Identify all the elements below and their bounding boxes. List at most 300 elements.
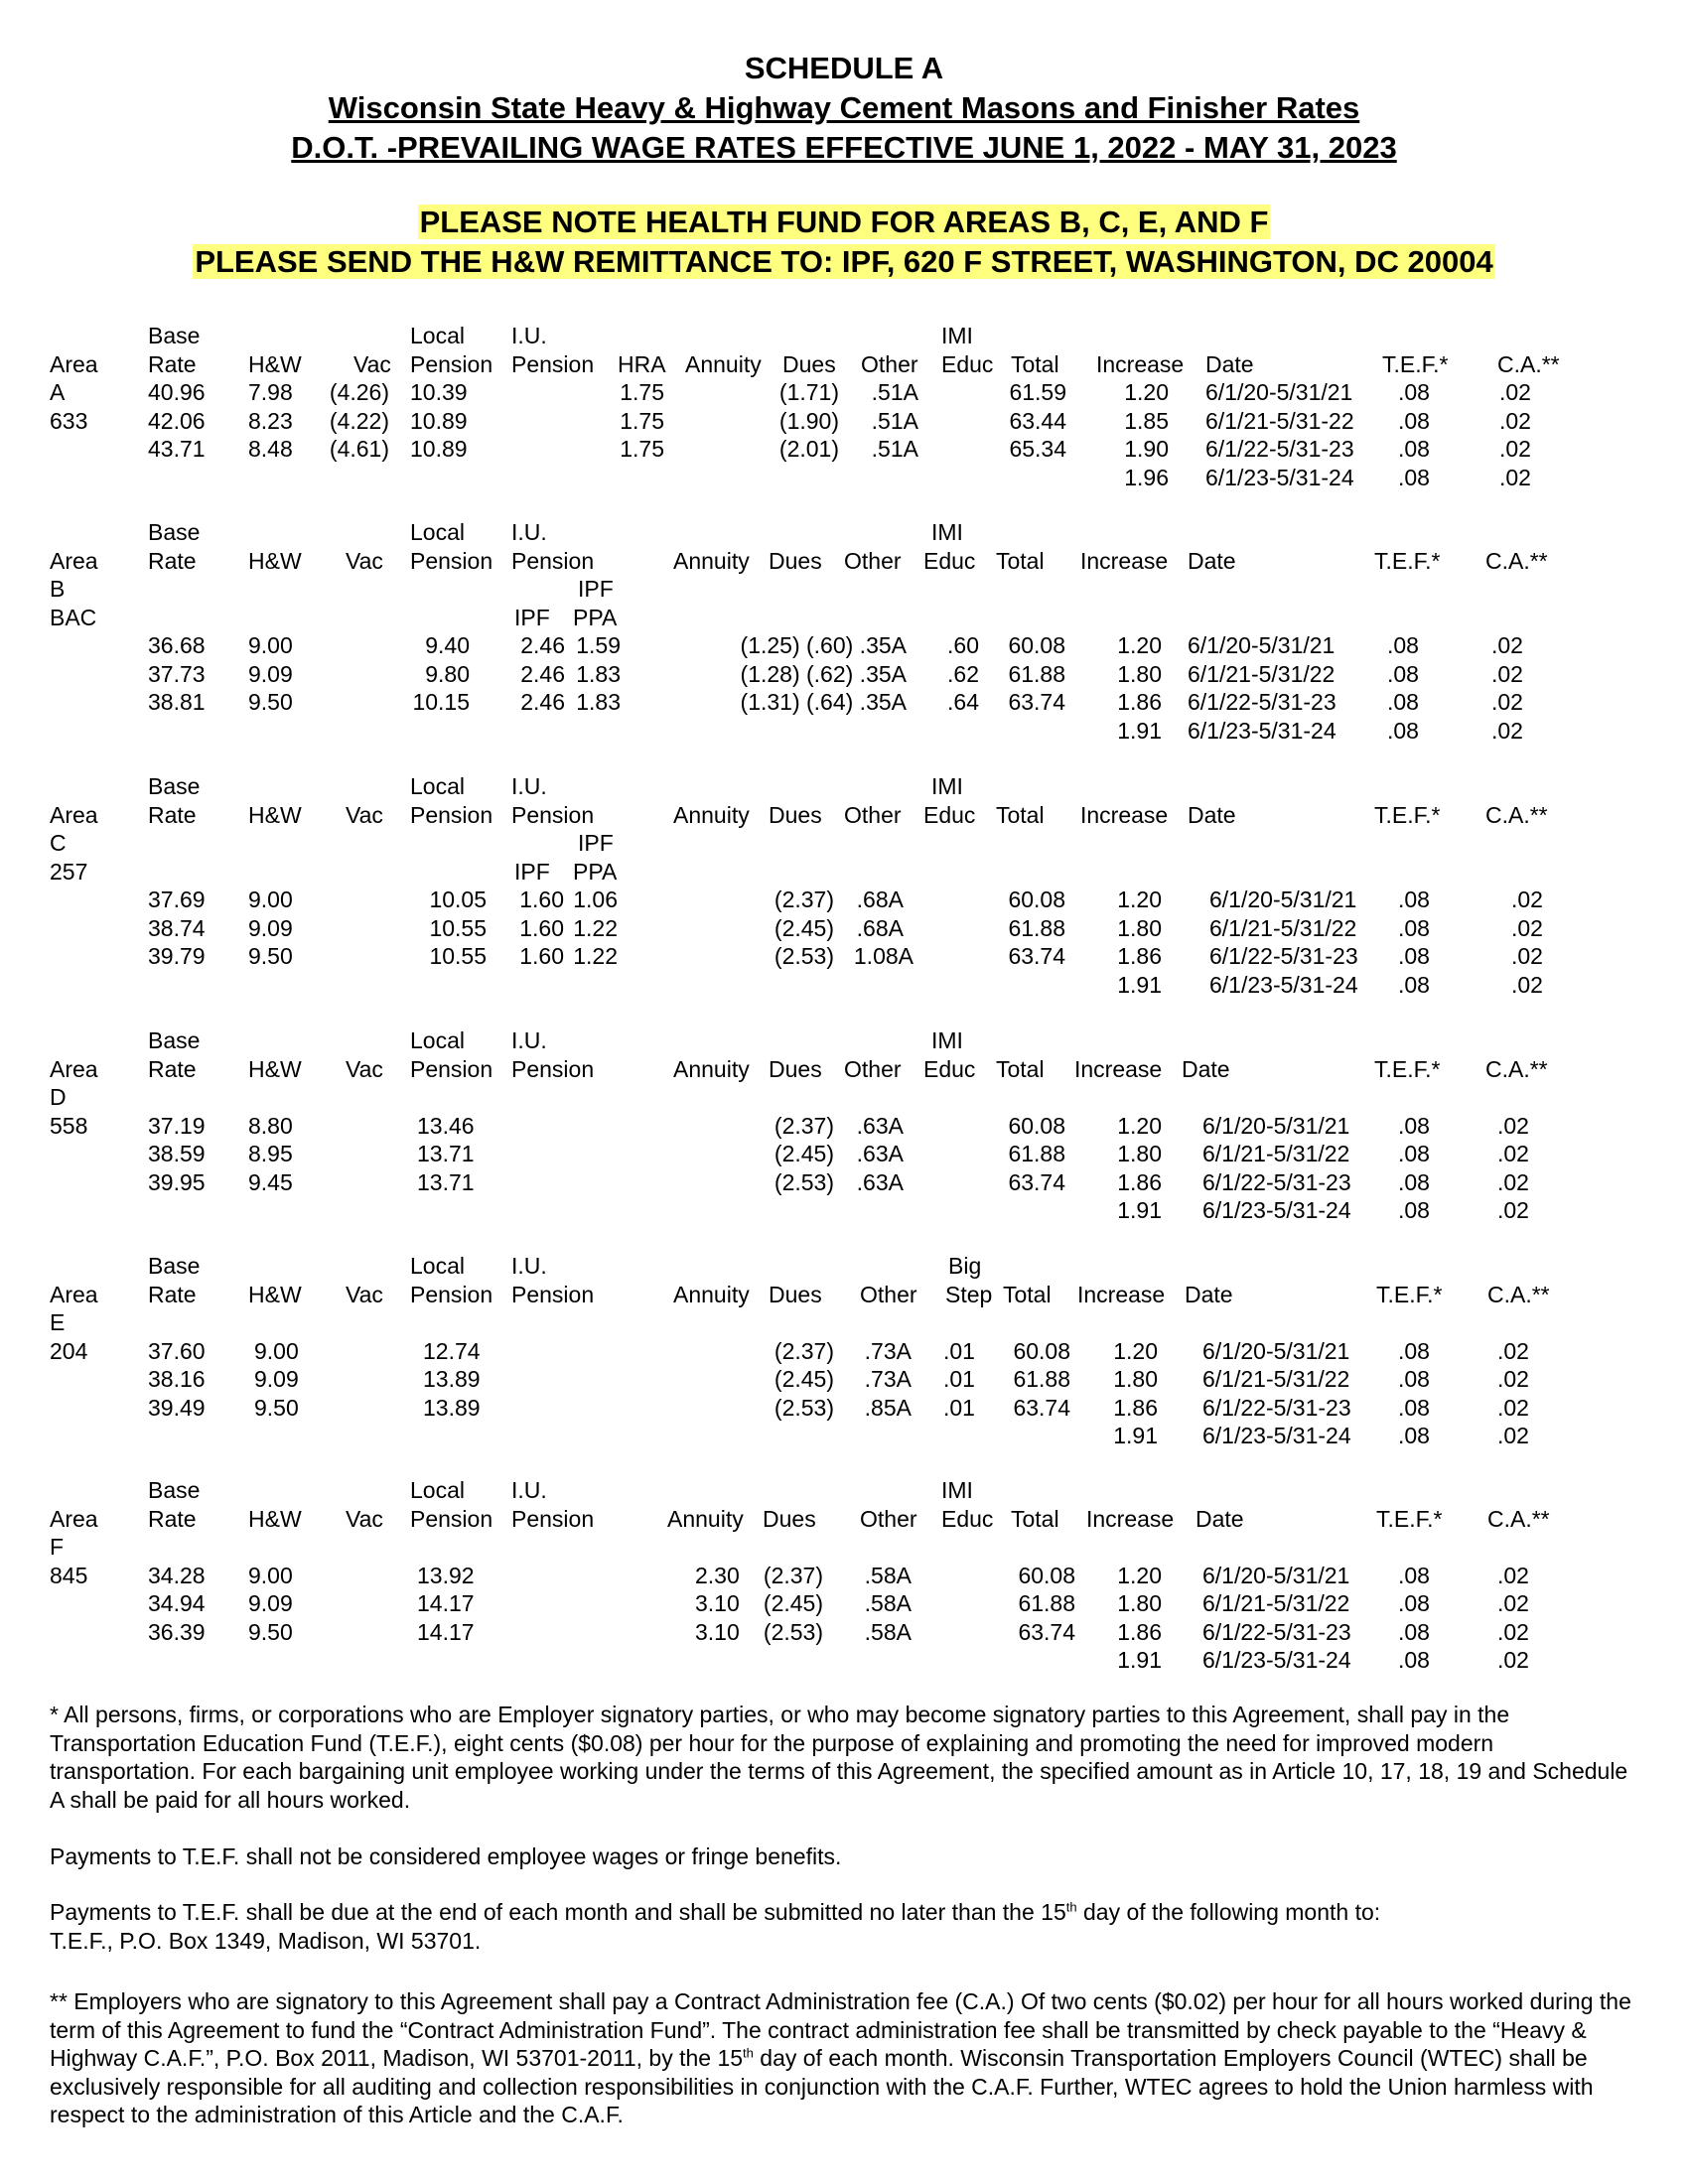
rate-cell: 42.06	[148, 407, 206, 434]
column-header: Pension	[410, 1055, 493, 1082]
rate-cell: 40.96	[148, 379, 206, 405]
rate-cell: 1.80	[1113, 1366, 1158, 1392]
rate-cell: 1.20	[1117, 632, 1162, 658]
column-header: IMI	[931, 1027, 963, 1053]
column-header: IPF	[578, 576, 614, 602]
rate-cell: (2.01)	[778, 436, 839, 462]
rate-cell: 39.79	[148, 943, 206, 969]
rate-cell: 13.92	[417, 1562, 475, 1588]
column-header: Educ	[941, 350, 994, 377]
column-header: Base	[148, 1477, 201, 1503]
column-header: IMI	[941, 1477, 973, 1503]
rate-cell: .02	[1499, 464, 1531, 490]
column-header: Base	[148, 323, 201, 348]
column-header: Area	[50, 547, 98, 574]
rate-cell: 1.83	[576, 660, 621, 687]
column-header: Vac	[346, 801, 383, 828]
rate-cell: 60.08	[1013, 1337, 1070, 1364]
rate-cell: 10.39	[410, 379, 468, 405]
column-header: Vac	[353, 350, 391, 377]
column-header: Big	[948, 1253, 982, 1279]
rate-cell: .08	[1398, 436, 1430, 462]
rate-cell: .08	[1387, 632, 1419, 658]
rate-cell: 6/1/21-5/31/22	[1188, 660, 1336, 687]
rate-cell: 63.74	[1008, 1168, 1065, 1195]
column-header: Pension	[410, 1281, 493, 1307]
column-header: Local	[410, 323, 465, 348]
rate-cell: 37.60	[148, 1337, 206, 1364]
area-label: B	[50, 576, 66, 602]
rate-cell: .63A	[856, 1168, 904, 1195]
column-header: Dues	[769, 801, 822, 828]
rate-cell: 63.74	[1008, 689, 1065, 715]
rate-cell: .73A	[864, 1366, 912, 1392]
rate-cell: 6/1/23-5/31-24	[1202, 1423, 1351, 1448]
column-header: Local	[410, 1477, 465, 1503]
rate-cell: 10.05	[429, 887, 487, 912]
area-label: A	[50, 379, 66, 405]
rate-cell: 6/1/23-5/31-24	[1202, 1197, 1351, 1223]
column-header: Vac	[346, 1055, 383, 1082]
rate-cell: (1.28) (.62) .35A	[740, 660, 907, 687]
rate-cell: 1.20	[1124, 379, 1169, 405]
rate-cell: 1.91	[1117, 1647, 1162, 1673]
column-header: Educ	[923, 547, 976, 574]
rate-cell: 6/1/22-5/31-23	[1202, 1618, 1351, 1645]
rate-cell: 1.20	[1117, 1562, 1162, 1588]
column-header: Pension	[410, 801, 493, 828]
rate-cell: 6/1/22-5/31-23	[1202, 1394, 1351, 1421]
rate-cell: .08	[1398, 1394, 1430, 1421]
rate-cell: (2.45)	[763, 1590, 823, 1616]
rate-cell: .68A	[856, 887, 904, 912]
rate-cell: .08	[1387, 689, 1419, 715]
column-header: I.U.	[511, 1027, 547, 1053]
column-header: T.E.F.*	[1376, 1505, 1443, 1532]
rate-cell: 1.83	[576, 689, 621, 715]
area-label: 845	[50, 1562, 88, 1588]
column-header: T.E.F.*	[1376, 1281, 1443, 1307]
rate-cell: .02	[1497, 1618, 1529, 1645]
rate-cell: (4.61)	[329, 436, 389, 462]
rate-cell: 1.60	[519, 943, 564, 969]
rate-cell: 6/1/22-5/31-23	[1188, 689, 1336, 715]
rate-cell: 13.89	[423, 1394, 481, 1421]
rate-cell: .08	[1398, 914, 1430, 941]
column-header: Total	[1011, 350, 1059, 377]
rate-cell: 12.74	[423, 1337, 481, 1364]
rate-cell: 1.60	[519, 887, 564, 912]
rate-cell: .63A	[856, 1112, 904, 1139]
rate-cell: 37.69	[148, 887, 206, 912]
tef-due-note: Payments to T.E.F. shall be due at the end of each month and shall be submitted no later than the 15th day of the following month to: T.E.F., P.O. Box 1349, Madison, WI 53701.	[50, 1899, 1381, 1954]
column-header: Base	[148, 1253, 201, 1279]
rate-cell: .02	[1497, 1590, 1529, 1616]
column-header: IPF	[514, 604, 550, 630]
rate-cell: .85A	[864, 1394, 912, 1421]
rate-cell: .08	[1398, 1337, 1430, 1364]
column-header: Pension	[410, 547, 493, 574]
column-header: T.E.F.*	[1374, 801, 1441, 828]
rate-cell: (2.45)	[774, 1366, 834, 1392]
column-header: Total	[1011, 1505, 1059, 1532]
column-header: Local	[410, 1027, 465, 1053]
rate-cell: .51A	[871, 379, 918, 405]
rate-cell: 6/1/20-5/31/21	[1202, 1337, 1350, 1364]
rate-cell: .02	[1497, 1562, 1529, 1588]
rate-cell: 3.10	[695, 1618, 740, 1645]
rate-cell: .02	[1511, 943, 1543, 969]
rate-cell: .68A	[856, 914, 904, 941]
rate-cell: 1.20	[1113, 1337, 1158, 1364]
column-header: IPF	[578, 830, 614, 856]
rate-cell: .63A	[856, 1141, 904, 1166]
rate-cell: (2.37)	[774, 887, 834, 912]
rate-cell: 9.50	[254, 1394, 299, 1421]
rate-cell: 9.50	[248, 943, 293, 969]
rate-cell: 9.00	[248, 1562, 293, 1588]
column-header: Annuity	[673, 801, 750, 828]
rate-cell: 6/1/21-5/31/22	[1209, 914, 1357, 941]
rate-cell: 9.45	[248, 1168, 293, 1195]
rate-cell: 1.91	[1117, 1197, 1162, 1223]
rate-cell: (2.45)	[774, 914, 834, 941]
rate-cell: 14.17	[417, 1590, 475, 1616]
rate-cell: 6/1/21-5/31-22	[1205, 407, 1354, 434]
column-header: Rate	[148, 1055, 197, 1082]
rate-cell: 10.15	[412, 689, 470, 715]
tef-footnote: * All persons, firms, or corporations who are Employer signatory parties, or who may become signatory parties to this Agreement, shall pay in the Transportation Education Fund (T.E.F.), eight cents ($0.08) per hour for the purpose of explaining and promoting the need for improved modern transportation. For each bargaining unit employee working under the terms of this Agreement, the specified amount as in Article 10, 17, 18, 19 and Schedule A shall be paid for all hours worked.	[50, 1702, 1628, 1813]
rate-cell: .73A	[864, 1337, 912, 1364]
rate-cell: 63.74	[1013, 1394, 1070, 1421]
rate-cell: 6/1/20-5/31/21	[1188, 632, 1336, 658]
column-header: C.A.**	[1485, 547, 1548, 574]
rate-cell: .02	[1497, 1423, 1529, 1448]
rate-cell: 1.60	[519, 914, 564, 941]
rate-cell: 43.71	[148, 436, 206, 462]
rate-cell: 10.55	[429, 943, 487, 969]
column-header: Area	[50, 1505, 98, 1532]
rate-cell: 1.86	[1113, 1394, 1158, 1421]
schedule-title: SCHEDULE A	[744, 51, 944, 85]
column-header: Local	[410, 1253, 465, 1279]
rate-cell: 2.46	[520, 660, 565, 687]
rate-cell: 61.88	[1008, 914, 1065, 941]
rate-cell: .02	[1497, 1112, 1529, 1139]
rate-cell: .58A	[864, 1562, 912, 1588]
rate-cell: 1.91	[1113, 1423, 1158, 1448]
column-header: Area	[50, 1281, 98, 1307]
column-header: Other	[861, 350, 918, 377]
column-header: C.A.**	[1487, 1281, 1550, 1307]
column-header: H&W	[248, 350, 302, 377]
column-header: Increase	[1080, 547, 1169, 574]
column-header: Pension	[511, 801, 595, 828]
rate-cell: .58A	[864, 1590, 912, 1616]
rate-cell: 65.34	[1009, 436, 1066, 462]
column-header: Other	[844, 801, 902, 828]
column-header: Increase	[1080, 801, 1169, 828]
rate-cell: 63.74	[1008, 943, 1065, 969]
rate-cell: .08	[1398, 943, 1430, 969]
rate-cell: .08	[1398, 971, 1430, 998]
rate-cell: 1.86	[1117, 1168, 1162, 1195]
rate-cell: 34.94	[148, 1590, 206, 1616]
column-header: I.U.	[511, 1477, 547, 1503]
rate-cell: 9.09	[248, 914, 293, 941]
column-header: Rate	[148, 350, 197, 377]
rate-cell: .08	[1387, 660, 1419, 687]
column-header: Rate	[148, 547, 197, 574]
column-header: Dues	[769, 1055, 822, 1082]
rate-cell: 6/1/22-5/31-23	[1205, 436, 1354, 462]
rate-cell: 9.80	[425, 660, 470, 687]
column-header: IMI	[931, 773, 963, 799]
column-header: Local	[410, 773, 465, 799]
column-header: Local	[410, 519, 465, 545]
rate-cell: .01	[943, 1394, 975, 1421]
column-header: C.A.**	[1497, 350, 1560, 377]
rate-cell: 36.39	[148, 1618, 206, 1645]
rate-cell: 39.49	[148, 1394, 206, 1421]
column-header: Educ	[923, 801, 976, 828]
rate-cell: 9.40	[425, 632, 470, 658]
column-header: H&W	[248, 1505, 302, 1532]
rate-cell: 13.71	[417, 1141, 475, 1166]
column-header: Total	[996, 801, 1045, 828]
rate-cell: 13.89	[423, 1366, 481, 1392]
rate-cell: .02	[1491, 717, 1523, 744]
rate-cell: .08	[1398, 887, 1430, 912]
rate-cell: 1.80	[1117, 1590, 1162, 1616]
rate-cell: 9.50	[248, 689, 293, 715]
rate-cell: .01	[943, 1337, 975, 1364]
column-header: Area	[50, 801, 98, 828]
rate-cell: 9.00	[254, 1337, 299, 1364]
rate-cell: 6/1/20-5/31/21	[1209, 887, 1357, 912]
rate-cell: 9.00	[248, 887, 293, 912]
rate-cell: .02	[1497, 1197, 1529, 1223]
rate-cell: 6/1/20-5/31/21	[1202, 1562, 1350, 1588]
rate-cell: .08	[1398, 1112, 1430, 1139]
column-header: T.E.F.*	[1374, 1055, 1441, 1082]
rate-cell: 1.20	[1117, 1112, 1162, 1139]
rate-cell: .08	[1398, 1141, 1430, 1166]
column-header: Educ	[923, 1055, 976, 1082]
rate-cell: 6/1/23-5/31-24	[1209, 971, 1358, 998]
column-header: I.U.	[511, 1253, 547, 1279]
column-header: Rate	[148, 801, 197, 828]
rate-cell: 37.19	[148, 1112, 206, 1139]
rate-cell: 6/1/23-5/31-24	[1205, 464, 1354, 490]
column-header: Increase	[1086, 1505, 1175, 1532]
rate-cell: 13.46	[417, 1112, 475, 1139]
column-header: C.A.**	[1487, 1505, 1550, 1532]
column-header: Rate	[148, 1281, 197, 1307]
column-header: I.U.	[511, 519, 547, 545]
rate-cell: 1.75	[620, 407, 664, 434]
rate-cell: .02	[1497, 1337, 1529, 1364]
column-header: Increase	[1077, 1281, 1166, 1307]
rate-cell: 6/1/21-5/31/22	[1202, 1590, 1350, 1616]
area-label: D	[50, 1084, 67, 1110]
column-header: Total	[996, 547, 1045, 574]
rate-cell: .08	[1398, 464, 1430, 490]
column-header: H&W	[248, 801, 302, 828]
rate-cell: (2.53)	[774, 1168, 834, 1195]
column-header: Other	[844, 1055, 902, 1082]
rate-cell: .02	[1497, 1366, 1529, 1392]
column-header: Dues	[769, 547, 822, 574]
column-header: Area	[50, 1055, 98, 1082]
rate-cell: 6/1/20-5/31/21	[1202, 1112, 1350, 1139]
rate-cell: .08	[1398, 1562, 1430, 1588]
rate-cell: 9.09	[254, 1366, 299, 1392]
column-header: Other	[860, 1281, 917, 1307]
rate-cell: 1.59	[576, 632, 621, 658]
column-header: IPF	[514, 858, 550, 885]
column-header: Pension	[410, 1505, 493, 1532]
column-header: I.U.	[511, 323, 547, 348]
rate-cell: 60.08	[1008, 632, 1065, 658]
rate-cell: 38.81	[148, 689, 206, 715]
column-header: Total	[1003, 1281, 1052, 1307]
column-header: Annuity	[673, 1281, 750, 1307]
column-header: PPA	[573, 858, 618, 885]
rate-cell: .02	[1511, 971, 1543, 998]
rate-cell: .08	[1387, 717, 1419, 744]
column-header: Pension	[511, 1281, 595, 1307]
rate-cell: 1.75	[620, 436, 664, 462]
area-label: BAC	[50, 604, 97, 630]
column-header: Base	[148, 1027, 201, 1053]
rate-cell: .02	[1511, 887, 1543, 912]
area-label: 257	[50, 858, 88, 885]
rate-cell: 10.89	[410, 436, 468, 462]
column-header: Date	[1185, 1281, 1233, 1307]
rate-cell: 61.88	[1013, 1366, 1070, 1392]
rate-cell: 39.95	[148, 1168, 206, 1195]
column-header: C.A.**	[1485, 801, 1548, 828]
rate-cell: 38.74	[148, 914, 206, 941]
schedule-subtitle: Wisconsin State Heavy & Highway Cement Masons and Finisher Rates	[328, 90, 1360, 125]
column-header: Step	[945, 1281, 993, 1307]
rate-cell: 2.30	[695, 1562, 740, 1588]
rate-cell: .64	[947, 689, 979, 715]
rate-cell: 37.73	[148, 660, 206, 687]
column-header: Date	[1188, 547, 1236, 574]
rate-cell: 63.44	[1009, 407, 1066, 434]
rate-cell: .02	[1499, 407, 1531, 434]
rate-cell: .01	[943, 1366, 975, 1392]
column-header: Vac	[346, 1281, 383, 1307]
rate-cell: 9.50	[248, 1618, 293, 1645]
rate-cell: 1.22	[573, 914, 618, 941]
tef-wages-note: Payments to T.E.F. shall not be considered employee wages or fringe benefits.	[50, 1843, 842, 1869]
rate-cell: .02	[1497, 1168, 1529, 1195]
rate-cell: (1.31) (.64) .35A	[740, 689, 907, 715]
column-header: T.E.F.*	[1374, 547, 1441, 574]
rate-cell: (2.53)	[763, 1618, 823, 1645]
rate-cell: .02	[1491, 632, 1523, 658]
rate-cell: .02	[1491, 660, 1523, 687]
column-header: IMI	[941, 323, 973, 348]
rate-cell: (2.37)	[763, 1562, 823, 1588]
rate-cell: .02	[1499, 379, 1531, 405]
rate-cell: .62	[947, 660, 979, 687]
rate-cell: 1.85	[1124, 407, 1169, 434]
rate-cell: .08	[1398, 1366, 1430, 1392]
column-header: Annuity	[673, 547, 750, 574]
column-header: Annuity	[685, 350, 762, 377]
rate-cell: (2.45)	[774, 1141, 834, 1166]
rate-cell: 6/1/22-5/31-23	[1209, 943, 1358, 969]
column-header: Other	[860, 1505, 917, 1532]
column-header: Annuity	[673, 1055, 750, 1082]
health-fund-note: PLEASE NOTE HEALTH FUND FOR AREAS B, C, E, AND F	[419, 205, 1269, 239]
rate-cell: 1.06	[573, 887, 618, 912]
column-header: I.U.	[511, 773, 547, 799]
rate-cell: 7.98	[248, 379, 293, 405]
rate-cell: 1.80	[1117, 914, 1162, 941]
column-header: Base	[148, 773, 201, 799]
column-header: Date	[1182, 1055, 1230, 1082]
rate-cell: 61.88	[1018, 1590, 1075, 1616]
rate-cell: 10.55	[429, 914, 487, 941]
column-header: Pension	[410, 350, 493, 377]
rate-cell: .08	[1398, 407, 1430, 434]
rate-cell: .08	[1398, 1647, 1430, 1673]
rate-cell: 6/1/21-5/31/22	[1202, 1366, 1350, 1392]
rate-cell: (1.25) (.60) .35A	[740, 632, 907, 658]
rate-cell: 6/1/22-5/31-23	[1202, 1168, 1351, 1195]
rate-cell: 1.22	[573, 943, 618, 969]
rate-cell: 60.08	[1008, 887, 1065, 912]
rate-cell: 1.86	[1117, 943, 1162, 969]
column-header: Area	[50, 350, 98, 377]
ca-footnote: ** Employers who are signatory to this Agreement shall pay a Contract Administration fee (C.A.) Of two cents ($0.02) per hour for all hours worked during the term of this Agreement to fund the “Contract Administration Fund”. The contract administration fee shall be transmitted by check payable to the “Heavy & Highway C.A.F.”, P.O. Box 2011, Madison, WI 53701-2011, by the 15th day of each month. Wisconsin Transportation Employers Council (WTEC) shall be exclusively responsible for all auditing and collection responsibilities in conjunction with the C.A.F. Further, WTEC agrees to hold the Union harmless with respect to the administration of this Article and the C.A.F.	[50, 1988, 1631, 2127]
rate-cell: 1.08A	[853, 943, 914, 969]
rate-cell: .08	[1398, 1423, 1430, 1448]
rate-cell: 61.88	[1008, 660, 1065, 687]
column-header: Dues	[782, 350, 836, 377]
rate-cell: (1.71)	[778, 379, 839, 405]
rate-cell: 36.68	[148, 632, 206, 658]
rate-cell: 9.09	[248, 1590, 293, 1616]
column-header: C.A.**	[1485, 1055, 1548, 1082]
rate-cell: 10.89	[410, 407, 468, 434]
column-header: Increase	[1096, 350, 1185, 377]
rate-cell: .02	[1497, 1141, 1529, 1166]
rate-cell: (4.22)	[329, 407, 389, 434]
column-header: Vac	[346, 547, 383, 574]
column-header: Pension	[511, 1505, 595, 1532]
rate-cell: .51A	[871, 436, 918, 462]
rate-cell: 1.96	[1124, 464, 1169, 490]
rate-cell: 8.80	[248, 1112, 293, 1139]
area-label: C	[50, 830, 67, 856]
column-header: HRA	[618, 350, 666, 377]
column-header: Annuity	[667, 1505, 744, 1532]
rate-cell: .08	[1398, 1590, 1430, 1616]
area-label: 558	[50, 1112, 88, 1139]
rate-cell: 1.91	[1117, 971, 1162, 998]
column-header: Dues	[763, 1505, 816, 1532]
rate-cell: (4.26)	[329, 379, 389, 405]
column-header: Rate	[148, 1505, 197, 1532]
column-header: Date	[1205, 350, 1254, 377]
column-header: IMI	[931, 519, 963, 545]
